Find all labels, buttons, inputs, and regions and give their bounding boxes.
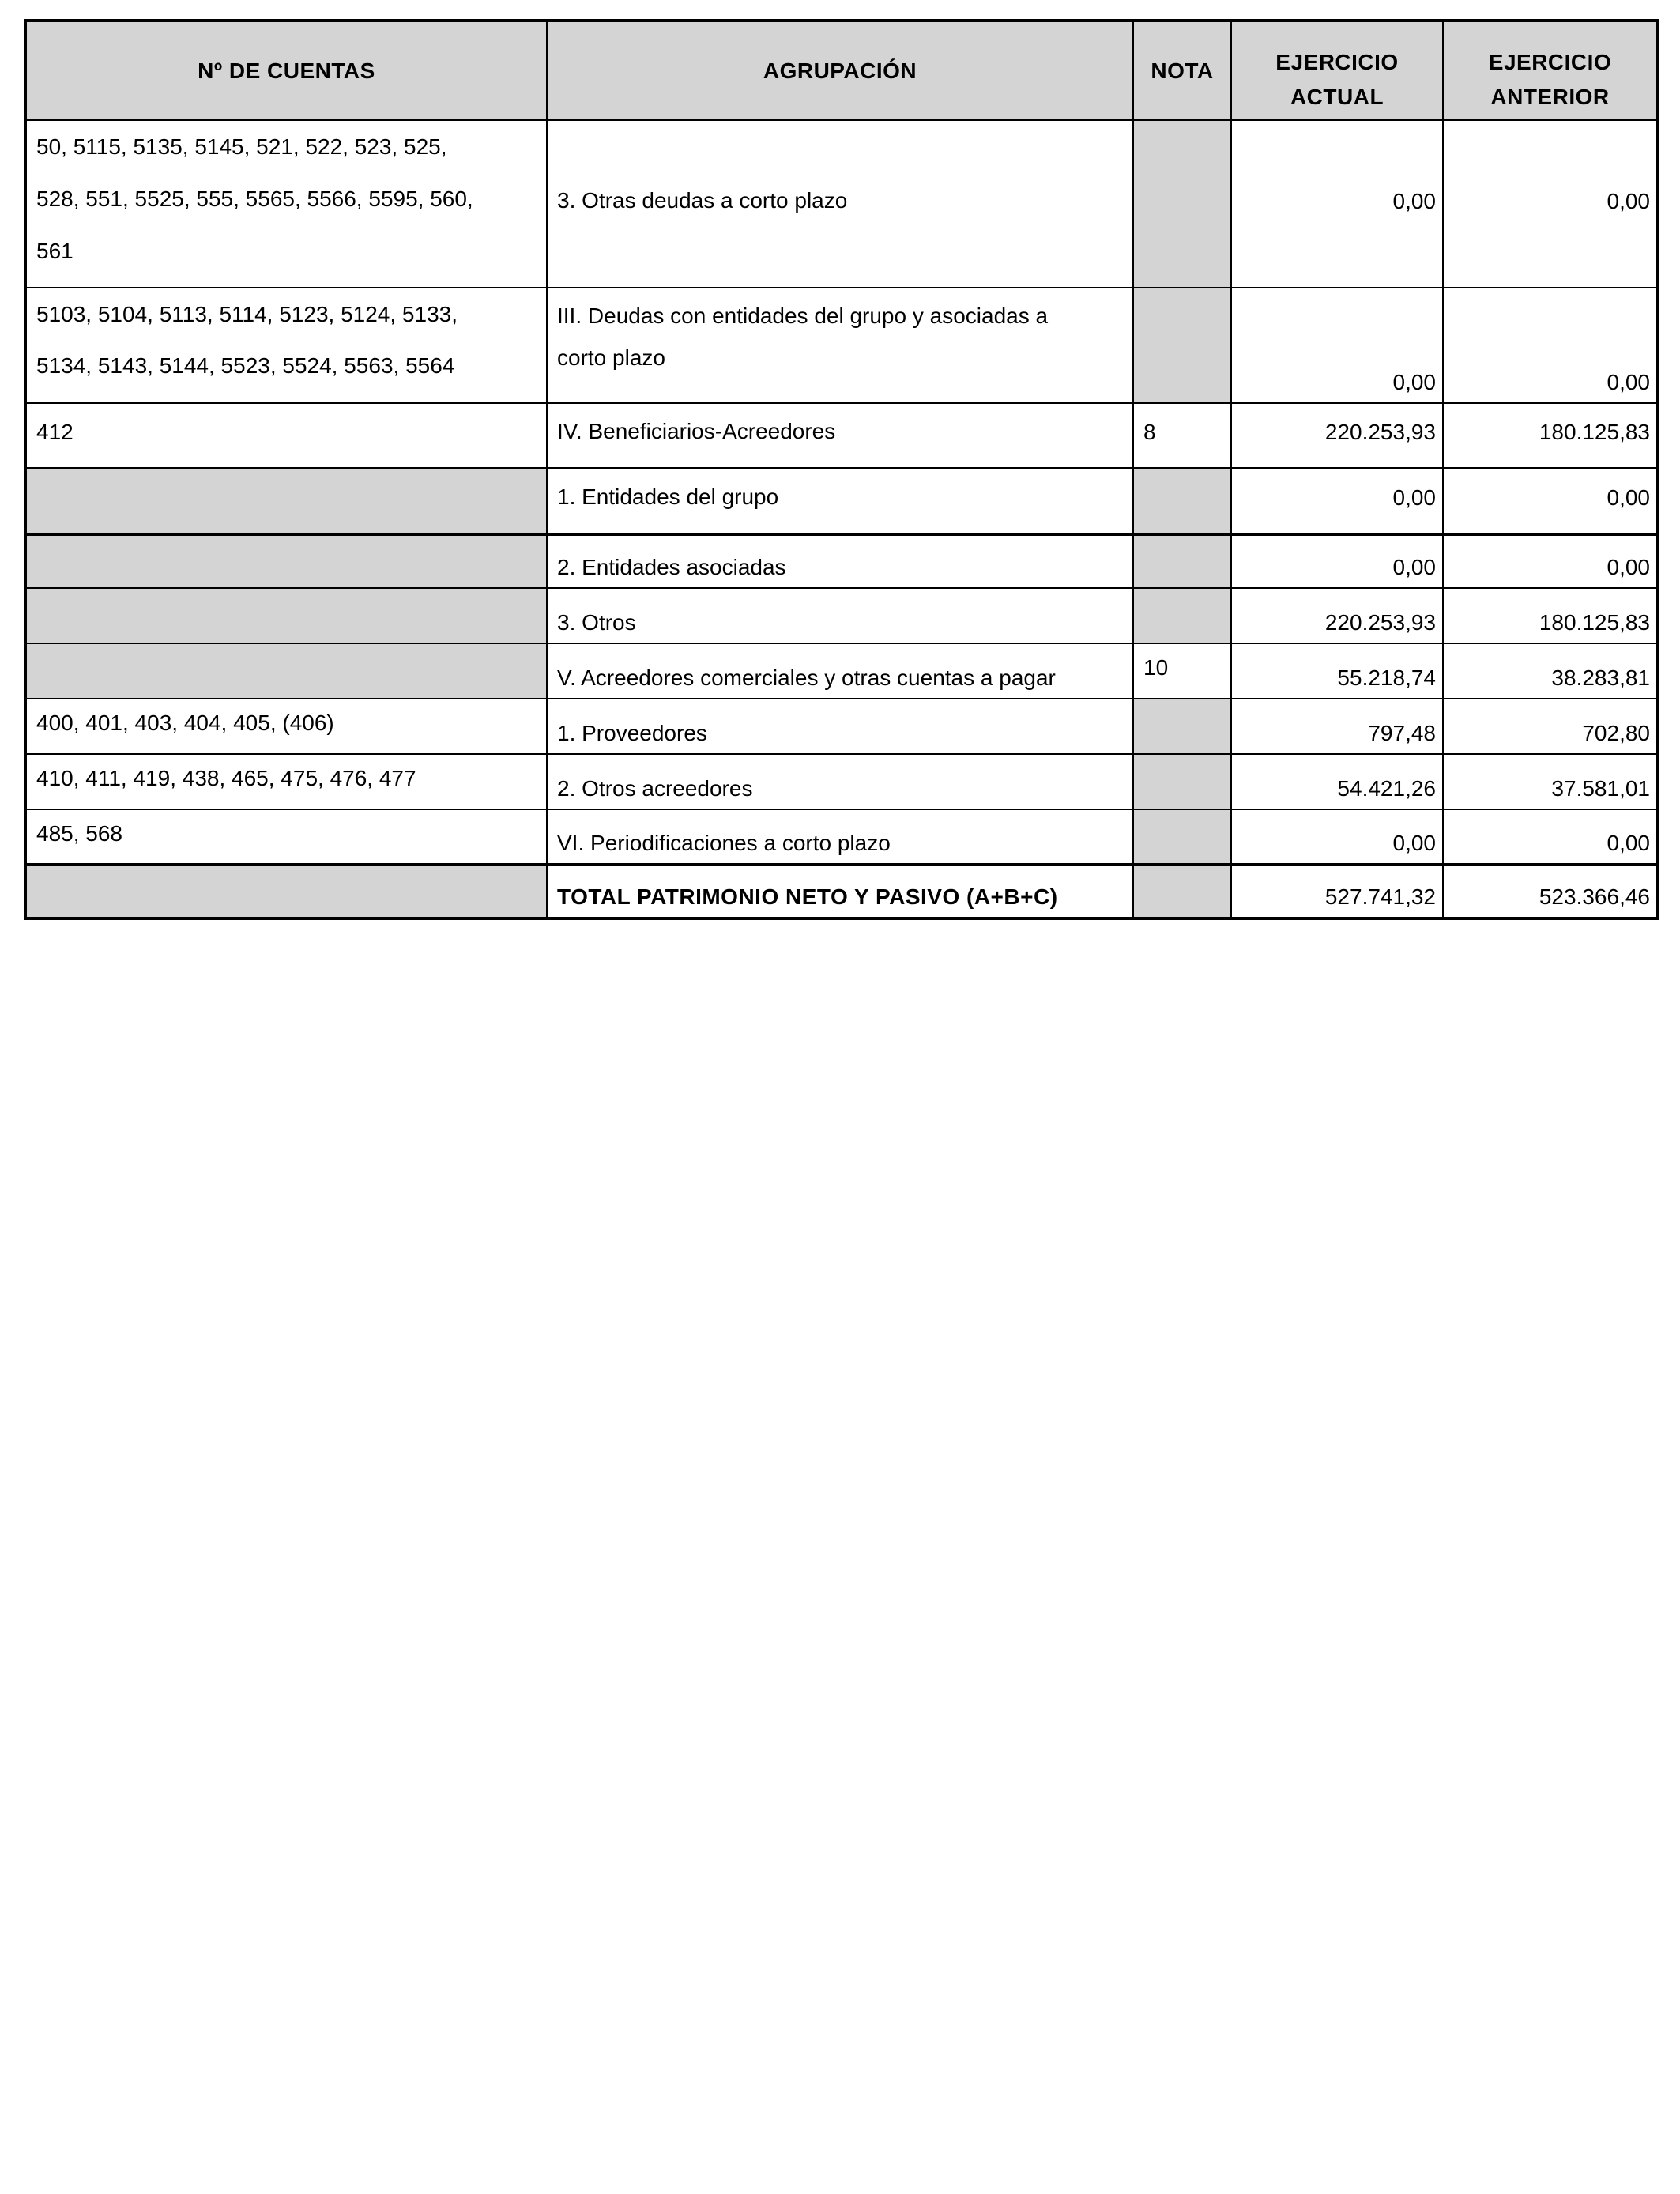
table-row (25, 403, 1658, 468)
cell-ejercicio-anterior: 180.125,83 (1443, 588, 1658, 643)
agrupacion-line: corto plazo (557, 345, 665, 370)
cell-cuentas: 400, 401, 403, 404, 405, (406) (25, 699, 547, 754)
total-row (25, 865, 1658, 918)
cell-agrupacion: V. Acreedores comerciales y otras cuentas a pagar (547, 643, 1133, 699)
cell-cuentas (25, 120, 547, 288)
cell-agrupacion: 3. Otros (547, 588, 1133, 643)
cell-nota (1133, 120, 1231, 288)
cell-nota (1133, 865, 1231, 918)
balance-table (24, 19, 1659, 920)
header-ejercicio-anterior (1443, 21, 1658, 120)
table-row (25, 809, 1658, 865)
cell-agrupacion: 3. Otras deudas a corto plazo (547, 120, 1133, 288)
cell-agrupacion: 1. Entidades del grupo (547, 468, 1133, 534)
table-row (25, 588, 1658, 643)
cell-ejercicio-actual: 54.421,26 (1231, 754, 1443, 809)
cell-nota (1133, 288, 1231, 403)
cell-nota: 10 (1133, 643, 1231, 699)
cell-ejercicio-anterior: 0,00 (1443, 534, 1658, 588)
cuentas-line: 5103, 5104, 5113, 5114, 5123, 5124, 5133, (36, 301, 458, 326)
cell-ejercicio-actual: 0,00 (1231, 288, 1443, 403)
cell-agrupacion: 2. Entidades asociadas (547, 534, 1133, 588)
cell-cuentas: 412 (25, 403, 547, 468)
cell-total-anterior: 523.366,46 (1443, 865, 1658, 918)
cell-ejercicio-anterior: 0,00 (1443, 809, 1658, 865)
cell-nota (1133, 588, 1231, 643)
cell-ejercicio-anterior: 702,80 (1443, 699, 1658, 754)
cell-ejercicio-anterior: 180.125,83 (1443, 403, 1658, 468)
header-cuentas: Nº DE CUENTAS (25, 21, 547, 120)
cell-cuentas: 485, 568 (25, 809, 547, 865)
header-anterior-line2: ANTERIOR (1490, 84, 1610, 109)
cuentas-line: 561 (36, 238, 73, 263)
balance-sheet-page (24, 19, 1656, 920)
cell-nota (1133, 699, 1231, 754)
agrupacion-line: III. Deudas con entidades del grupo y asociadas a (557, 303, 1049, 328)
cell-cuentas (25, 468, 547, 534)
cell-agrupacion: IV. Beneficiarios-Acreedores (547, 403, 1133, 468)
cell-ejercicio-anterior: 0,00 (1443, 120, 1658, 288)
cuentas-line: 528, 551, 5525, 555, 5565, 5566, 5595, 560, (36, 186, 473, 211)
header-actual-line1: EJERCICIO (1275, 50, 1399, 75)
header-agrupacion: AGRUPACIÓN (547, 21, 1133, 120)
cell-total-actual: 527.741,32 (1231, 865, 1443, 918)
cell-ejercicio-actual: 220.253,93 (1231, 403, 1443, 468)
cell-agrupacion: 2. Otros acreedores (547, 754, 1133, 809)
cell-ejercicio-actual: 55.218,74 (1231, 643, 1443, 699)
header-ejercicio-actual (1231, 21, 1443, 120)
table-header-row (25, 21, 1658, 120)
cell-agrupacion (547, 288, 1133, 403)
cell-ejercicio-anterior: 0,00 (1443, 468, 1658, 534)
cell-agrupacion: 1. Proveedores (547, 699, 1133, 754)
cell-nota: 8 (1133, 403, 1231, 468)
table-row (25, 643, 1658, 699)
header-anterior-line1: EJERCICIO (1488, 50, 1612, 75)
cell-ejercicio-actual: 220.253,93 (1231, 588, 1443, 643)
cell-nota (1133, 754, 1231, 809)
cell-ejercicio-actual: 0,00 (1231, 809, 1443, 865)
cell-ejercicio-anterior: 38.283,81 (1443, 643, 1658, 699)
cell-ejercicio-anterior: 0,00 (1443, 288, 1658, 403)
cuentas-line: 50, 5115, 5135, 5145, 521, 522, 523, 525, (36, 134, 447, 159)
cuentas-line: 5134, 5143, 5144, 5523, 5524, 5563, 5564 (36, 353, 455, 379)
table-row (25, 754, 1658, 809)
cell-agrupacion: VI. Periodificaciones a corto plazo (547, 809, 1133, 865)
cell-nota (1133, 468, 1231, 534)
table-row (25, 120, 1658, 288)
cell-cuentas (25, 288, 547, 403)
cell-agrupacion-total: TOTAL PATRIMONIO NETO Y PASIVO (A+B+C) (547, 865, 1133, 918)
cell-ejercicio-anterior: 37.581,01 (1443, 754, 1658, 809)
cell-ejercicio-actual: 797,48 (1231, 699, 1443, 754)
cell-cuentas (25, 534, 547, 588)
cell-ejercicio-actual: 0,00 (1231, 534, 1443, 588)
header-actual-line2: ACTUAL (1290, 84, 1384, 109)
cell-nota (1133, 809, 1231, 865)
table-row (25, 534, 1658, 588)
header-nota: NOTA (1133, 21, 1231, 120)
table-row (25, 699, 1658, 754)
table-row (25, 468, 1658, 534)
cell-cuentas: 410, 411, 419, 438, 465, 475, 476, 477 (25, 754, 547, 809)
cell-nota (1133, 534, 1231, 588)
cell-cuentas (25, 643, 547, 699)
cell-cuentas (25, 588, 547, 643)
cell-cuentas (25, 865, 547, 918)
cell-ejercicio-actual: 0,00 (1231, 468, 1443, 534)
table-row (25, 288, 1658, 403)
cell-ejercicio-actual: 0,00 (1231, 120, 1443, 288)
